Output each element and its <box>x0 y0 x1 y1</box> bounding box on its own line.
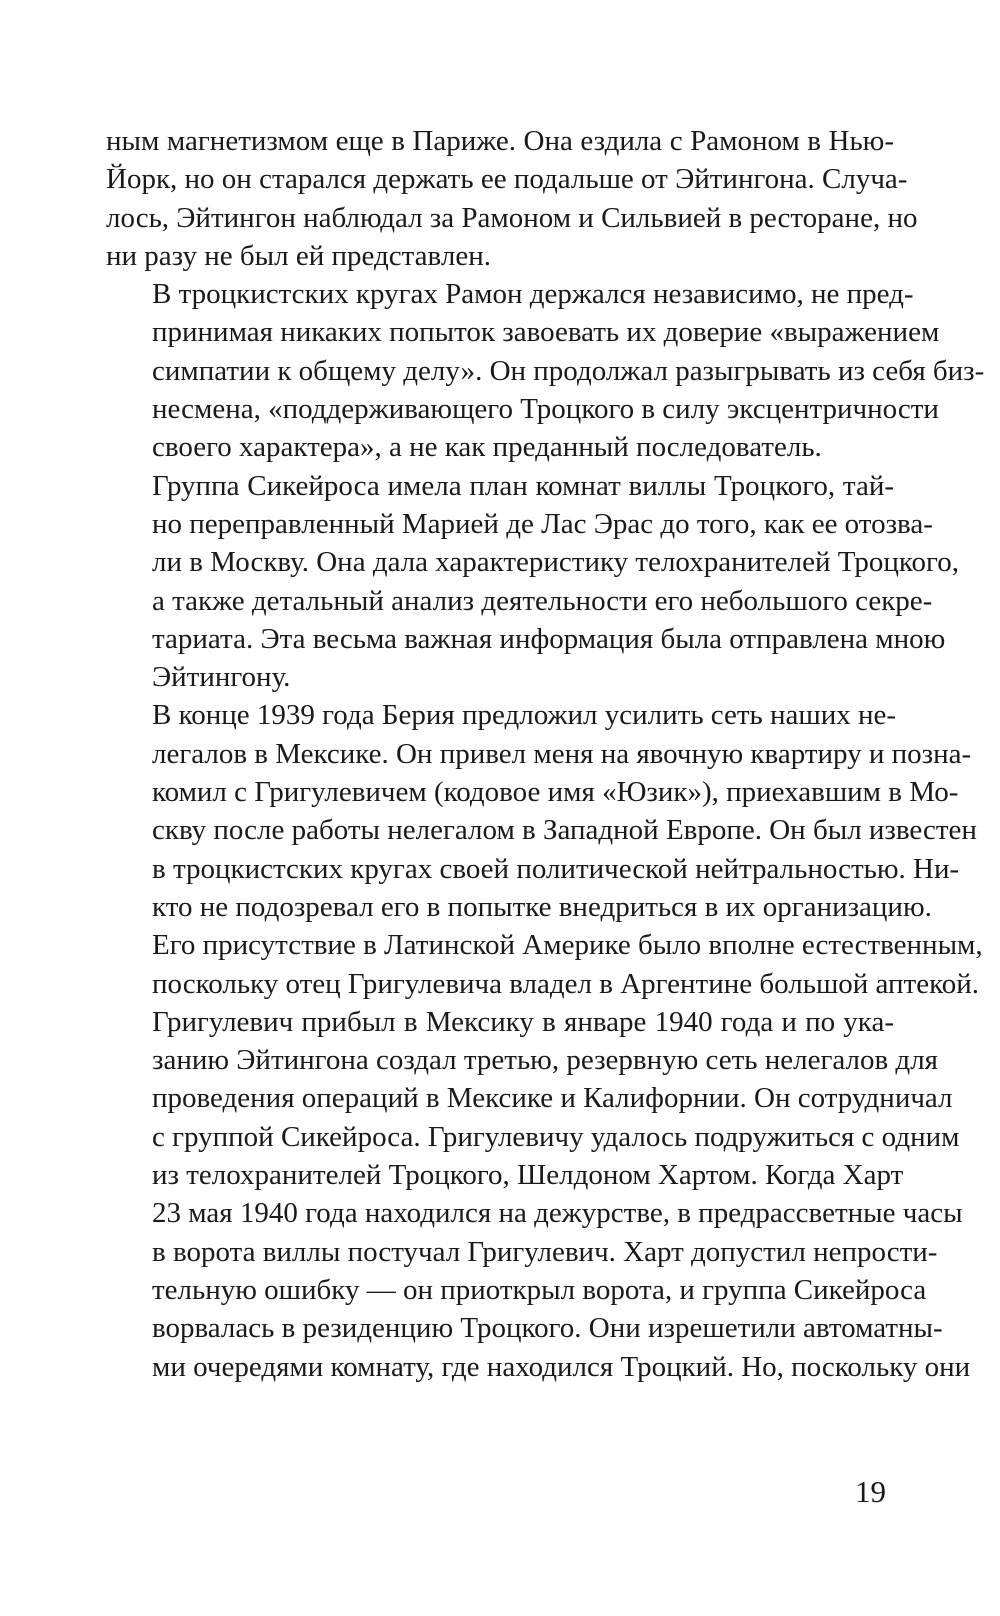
text-line: кто не подозревал его в попытке внедриться в их организацию. <box>152 890 932 923</box>
text-line: а также детальный анализ деятельности его небольшого секре- <box>152 584 933 617</box>
text-line: В троцкистских кругах Рамон держался независимо, не пред- <box>152 278 914 311</box>
text-line: с группой Сикейроса. Григулевичу удалось подружиться с одним <box>152 1120 960 1153</box>
text-line: 23 мая 1940 года находился на дежурстве, в предрассветные часы <box>152 1197 963 1230</box>
text-line: ворвалась в резиденцию Троцкого. Они изрешетили автоматны- <box>152 1312 943 1345</box>
text-line: Григулевич прибыл в Мексику в январе 1940 года и по ука- <box>152 1005 894 1038</box>
text-line: ми очередями комнату, где находился Троцкий. Но, поскольку они <box>152 1350 971 1383</box>
text-line: тариата. Эта весьма важная информация была отправлена мною <box>152 622 946 655</box>
text-line: своего характера», а не как преданный последователь. <box>152 431 822 464</box>
text-line: проведения операций в Мексике и Калифорнии. Он сотрудничал <box>152 1082 953 1115</box>
paragraph <box>106 696 983 1002</box>
text-line: легалов в Мексике. Он привел меня на явочную квартиру и позна- <box>152 737 972 770</box>
text-line: Эйтингону. <box>152 661 291 694</box>
text-line: в троцкистских кругах своей политической нейтральностью. Ни- <box>152 852 960 885</box>
text-line: Группа Сикейроса имела план комнат виллы Троцкого, тай- <box>152 469 894 502</box>
text-line: поскольку отец Григулевича владел в Аргентине большой аптекой. <box>152 967 979 1000</box>
text-line: Его присутствие в Латинской Америке было вполне естественным, <box>152 929 983 962</box>
paragraph <box>106 467 959 697</box>
book-page-text <box>106 122 985 1386</box>
text-line: из телохранителей Троцкого, Шелдоном Хартом. Когда Харт <box>152 1159 904 1192</box>
text-line: ным магнетизмом еще в Париже. Она ездила с Рамоном в Нью- <box>106 125 894 157</box>
text-line: лось, Эйтингон наблюдал за Рамоном и Сильвией в ресторане, но <box>106 201 918 234</box>
page-number: 19 <box>855 1474 886 1509</box>
text-line: ни разу не был ей представлен. <box>106 239 491 272</box>
paragraph <box>106 122 918 275</box>
text-line: ли в Москву. Она дала характеристику телохранителей Троцкого, <box>152 546 959 579</box>
text-line: но переправленный Марией де Лас Эрас до того, как ее отозва- <box>152 507 933 540</box>
text-line: в ворота виллы постучал Григулевич. Харт допустил непрости- <box>152 1235 938 1268</box>
text-line: комил с Григулевичем (кодовое имя «Юзик»), приехавшим в Мо- <box>152 776 959 809</box>
text-line: Йорк, но он старался держать ее подальше от Эйтингона. Случа- <box>106 163 908 196</box>
text-line: занию Эйтингона создал третью, резервную сеть нелегалов для <box>152 1044 939 1077</box>
text-line: симпатии к общему делу». Он продолжал разыгрывать из себя биз- <box>152 354 985 387</box>
text-line: несмена, «поддерживающего Троцкого в силу эксцентричности <box>152 393 939 426</box>
text-line: принимая никаких попыток завоевать их доверие «выражением <box>152 316 940 349</box>
paragraph <box>106 275 985 466</box>
paragraph <box>106 1003 971 1386</box>
text-line: тельную ошибку — он приоткрыл ворота, и группа Сикейроса <box>152 1273 927 1306</box>
text-line: В конце 1939 года Берия предложил усилить сеть наших не- <box>152 699 897 732</box>
text-line: скву после работы нелегалом в Западной Европе. Он был известен <box>152 814 977 847</box>
